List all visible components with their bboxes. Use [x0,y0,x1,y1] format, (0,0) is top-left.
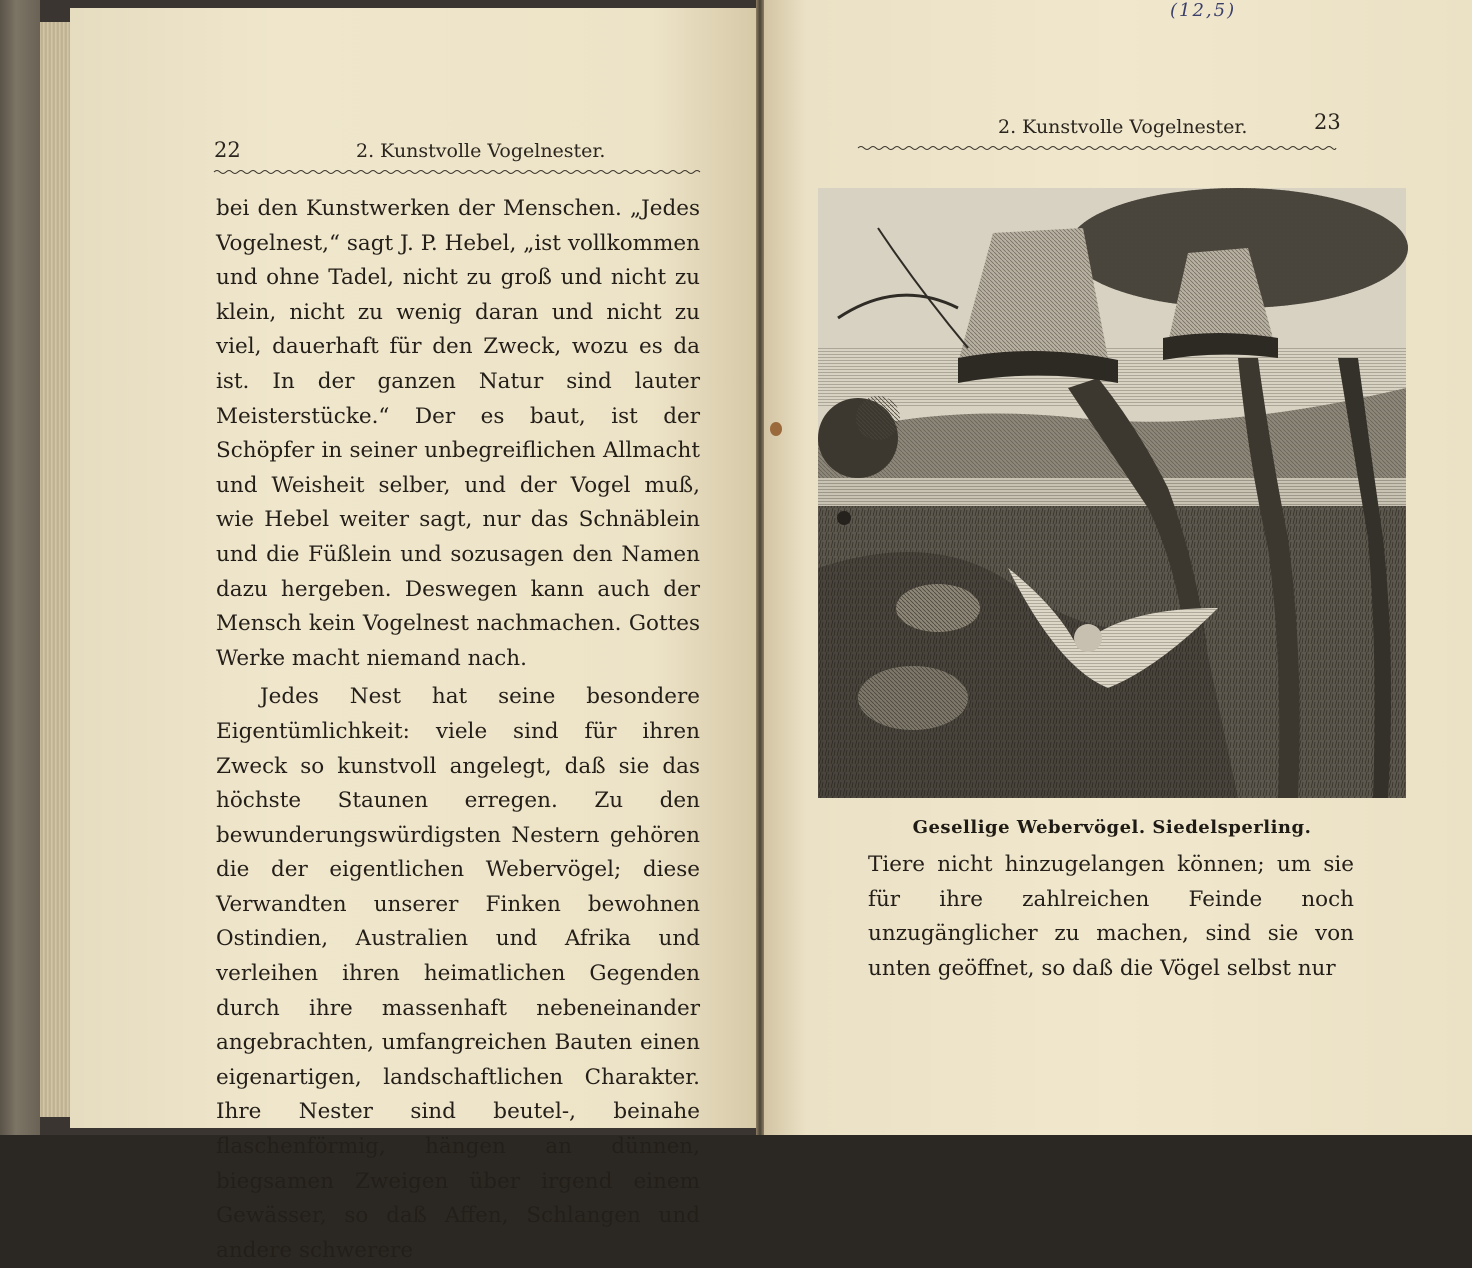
left-paragraph-2: Jedes Nest hat seine besondere Eigentümlichkeit: viele sind für ihren Zweck so kunstvoll angelegt, daß sie das höchste Staunen erregen. Zu den bewunderungswürdigsten Nestern gehören die der eigentlichen Webervögel; diese Verwandten unserer Finken bewohnen Ostindien, Australien und Afrika und verleihen ihren heimatlichen Gegenden durch ihre massenhaft nebeneinander angebrachten, umfangreichen Bauten einen eigenartigen, landschaftlichen Charakter. Ihre Nester sind beutel-, beinahe flaschenförmig, hängen an dünnen, biegsamen Zweigen über irgend einem Gewässer, so daß Affen, Schlangen und andere schwerere [216,684,700,1263]
left-head-rule [214,168,700,176]
weaver-bird-engraving [818,188,1406,798]
right-running-head: 2. Kunstvolle Vogelnester. [998,116,1248,138]
page-edges [40,22,71,1117]
right-head-rule [858,144,1336,152]
left-running-head: 2. Kunstvolle Vogelnester. [356,140,606,162]
right-paragraph-1: Tiere nicht hinzugelangen können; um sie für ihre zahlreichen Feinde noch unzugänglicher zu machen, sind sie von unten geöffnet, so daß die Vögel selbst nur [868,852,1354,981]
left-page-body [216,192,700,1268]
illustration-caption: Gesellige Webervögel. Siedelsperling. [912,817,1312,838]
engraving-drawing [818,188,1406,798]
book-gutter [756,0,764,1135]
left-paragraph-1: bei den Kunstwerken der Menschen. „Jedes Vogelnest,“ sagt J. P. Hebel, „ist vollkommen und ohne Tadel, nicht zu groß und nicht zu klein, nicht zu wenig daran und nicht zu viel, dauerhaft für den Zweck, wozu es da ist. In der ganzen Natur sind lauter Meisterstücke.“ Der es baut, ist der Schöpfer in seiner unbegreiflichen Allmacht und Weisheit selber, und der Vogel muß, wie Hebel weiter sagt, nur das Schnäblein und die Füßlein und sozusagen den Namen dazu hergeben. Deswegen kann auch der Mensch kein Vogelnest nachmachen. Gottes Werke macht niemand nach. [216,196,700,671]
handwritten-mark: (12,5) [1170,0,1237,21]
right-page-body [868,848,1354,986]
paper-stain [770,422,782,436]
right-page-number: 23 [1314,110,1341,134]
book-cover-edge [0,0,40,1135]
left-page-number: 22 [214,138,241,162]
